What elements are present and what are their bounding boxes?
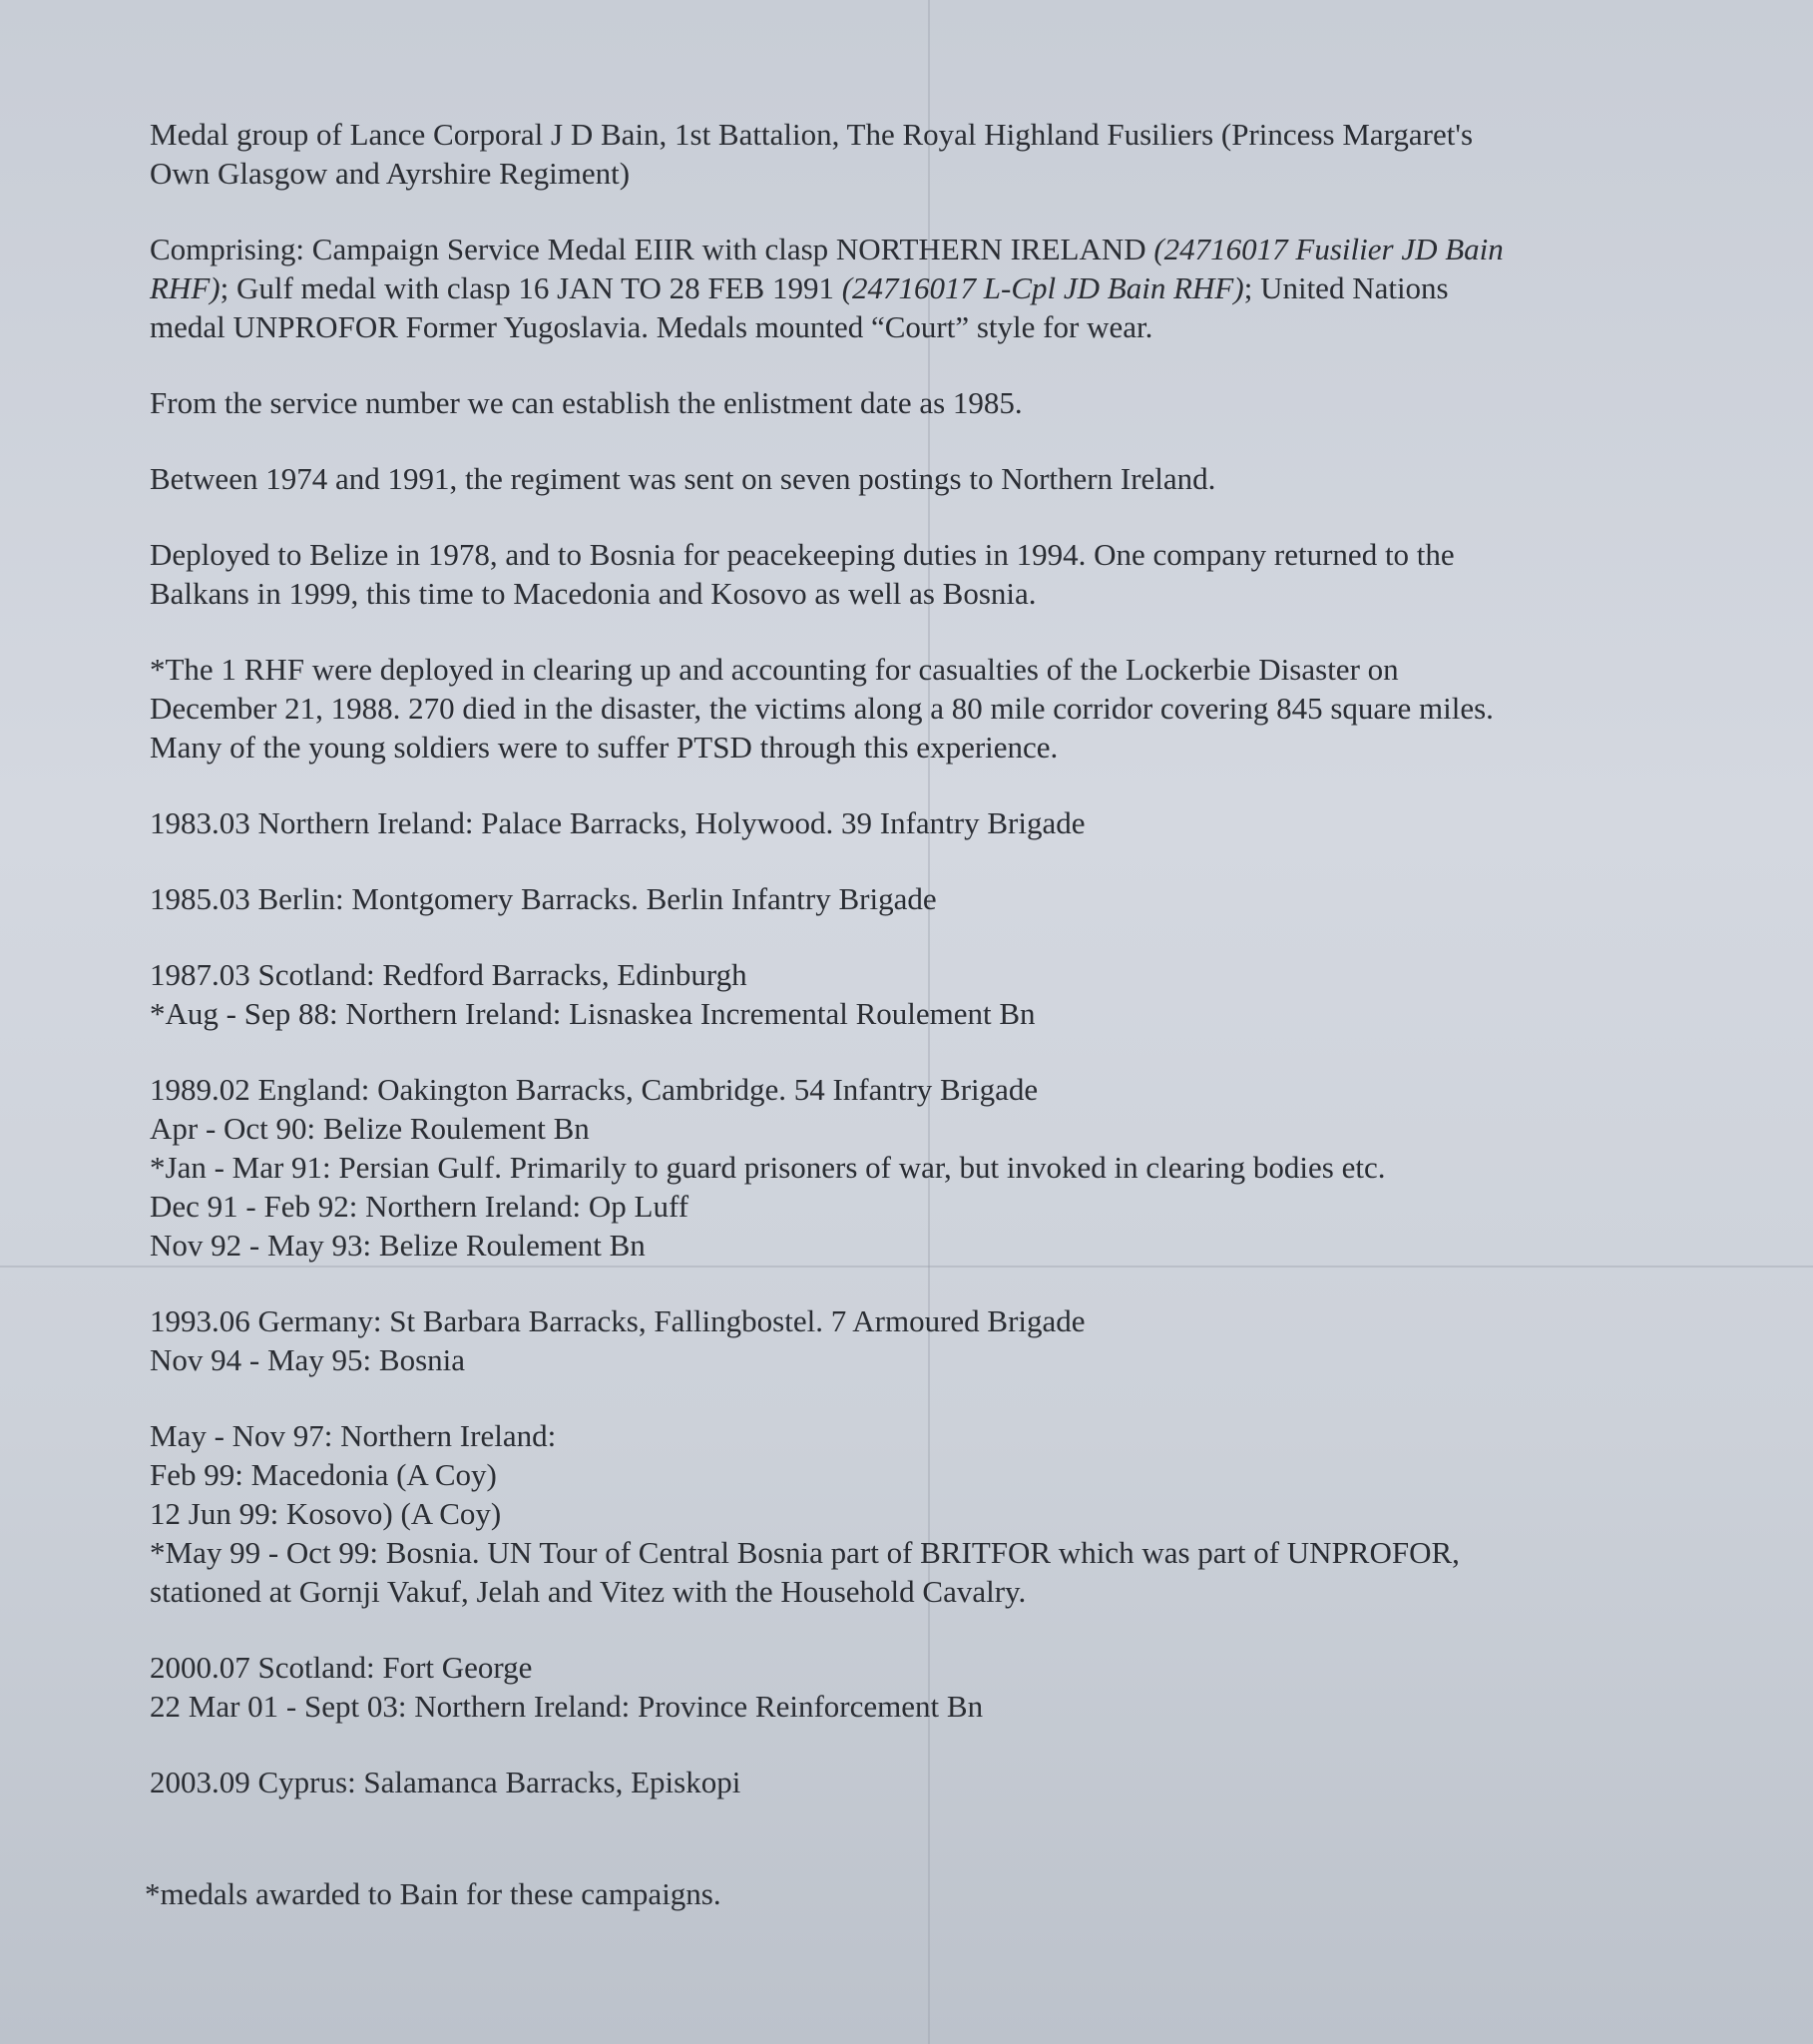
comprising-line-3: medal UNPROFOR Former Yugoslavia. Medals mounted “Court” style for wear. (150, 309, 1153, 344)
timeline-entry: 22 Mar 01 - Sept 03: Northern Ireland: Province Reinforcement Bn (150, 1689, 984, 1724)
comprising-regiment-1: RHF) (150, 270, 221, 305)
comprising-line-1 (150, 230, 1706, 268)
timeline-entry: 1989.02 England: Oakington Barracks, Cambridge. 54 Infantry Brigade (150, 1072, 1039, 1107)
timeline (150, 803, 1706, 1801)
timeline-entry: Nov 92 - May 93: Belize Roulement Bn (150, 1228, 646, 1263)
timeline-group (150, 1301, 1706, 1379)
enlistment-paragraph (150, 383, 1706, 422)
timeline-group (150, 803, 1706, 842)
timeline-entry: 2003.09 Cyprus: Salamanca Barracks, Episkopi (150, 1765, 741, 1799)
document-body (150, 115, 1706, 1838)
enlistment-text: From the service number we can establish the enlistment date as 1985. (150, 385, 1023, 420)
timeline-group (150, 955, 1706, 1033)
comprising-line-2 (150, 268, 1706, 307)
postings-paragraph (150, 459, 1706, 498)
deployments-paragraph (150, 535, 1706, 613)
timeline-entry: 12 Jun 99: Kosovo) (A Coy) (150, 1496, 502, 1531)
timeline-group (150, 1763, 1706, 1801)
timeline-entry: Feb 99: Macedonia (A Coy) (150, 1457, 497, 1492)
intro-line-1: Medal group of Lance Corporal J D Bain, 1st Battalion, The Royal Highland Fusiliers (Princess Margaret's (150, 117, 1474, 152)
timeline-entry: 1983.03 Northern Ireland: Palace Barracks, Holywood. 39 Infantry Brigade (150, 805, 1086, 840)
timeline-entry: 1987.03 Scotland: Redford Barracks, Edinburgh (150, 957, 747, 992)
deployments-line-1: Deployed to Belize in 1978, and to Bosnia for peacekeeping duties in 1994. One company returned to the (150, 537, 1455, 572)
intro-paragraph (150, 115, 1706, 193)
timeline-entry: *May 99 - Oct 99: Bosnia. UN Tour of Central Bosnia part of BRITFOR which was part of UNPROFOR, (150, 1535, 1460, 1570)
comprising-text-2: ; Gulf medal with clasp 16 JAN TO 28 FEB 1991 (220, 270, 842, 305)
timeline-group (150, 1070, 1706, 1265)
lockerbie-paragraph (150, 650, 1706, 766)
lockerbie-line-3: Many of the young soldiers were to suffer PTSD through this experience. (150, 730, 1059, 765)
comprising-service-number-1: (24716017 Fusilier JD Bain (1153, 232, 1504, 266)
timeline-entry: stationed at Gornji Vakuf, Jelah and Vitez with the Household Cavalry. (150, 1574, 1027, 1609)
timeline-entry: *Aug - Sep 88: Northern Ireland: Lisnaskea Incremental Roulement Bn (150, 996, 1036, 1031)
lockerbie-line-1: *The 1 RHF were deployed in clearing up and accounting for casualties of the Lockerbie Disaster on (150, 652, 1399, 687)
timeline-entry: May - Nov 97: Northern Ireland: (150, 1418, 557, 1453)
comprising-text-1: Comprising: Campaign Service Medal EIIR with clasp NORTHERN IRELAND (150, 232, 1154, 266)
comprising-service-number-2: (24716017 L-Cpl JD Bain RHF) (841, 270, 1244, 305)
timeline-entry: Dec 91 - Feb 92: Northern Ireland: Op Luff (150, 1189, 689, 1224)
footnote: *medals awarded to Bain for these campaigns. (145, 1876, 721, 1911)
comprising-paragraph (150, 230, 1706, 346)
comprising-text-3: ; United Nations (1243, 270, 1449, 305)
timeline-entry: *Jan - Mar 91: Persian Gulf. Primarily to guard prisoners of war, but invoked in clearing bodies etc. (150, 1150, 1386, 1185)
timeline-entry: Apr - Oct 90: Belize Roulement Bn (150, 1111, 590, 1146)
timeline-group (150, 1416, 1706, 1611)
postings-text: Between 1974 and 1991, the regiment was sent on seven postings to Northern Ireland. (150, 461, 1216, 496)
deployments-line-2: Balkans in 1999, this time to Macedonia and Kosovo as well as Bosnia. (150, 576, 1037, 611)
timeline-entry: 2000.07 Scotland: Fort George (150, 1650, 533, 1685)
timeline-entry: 1985.03 Berlin: Montgomery Barracks. Berlin Infantry Brigade (150, 881, 937, 916)
timeline-group (150, 879, 1706, 918)
lockerbie-line-2: December 21, 1988. 270 died in the disaster, the victims along a 80 mile corridor covering 845 square miles. (150, 691, 1494, 726)
timeline-entry: Nov 94 - May 95: Bosnia (150, 1342, 466, 1377)
timeline-group (150, 1648, 1706, 1726)
intro-line-2: Own Glasgow and Ayrshire Regiment) (150, 156, 631, 191)
timeline-entry: 1993.06 Germany: St Barbara Barracks, Fallingbostel. 7 Armoured Brigade (150, 1303, 1086, 1338)
